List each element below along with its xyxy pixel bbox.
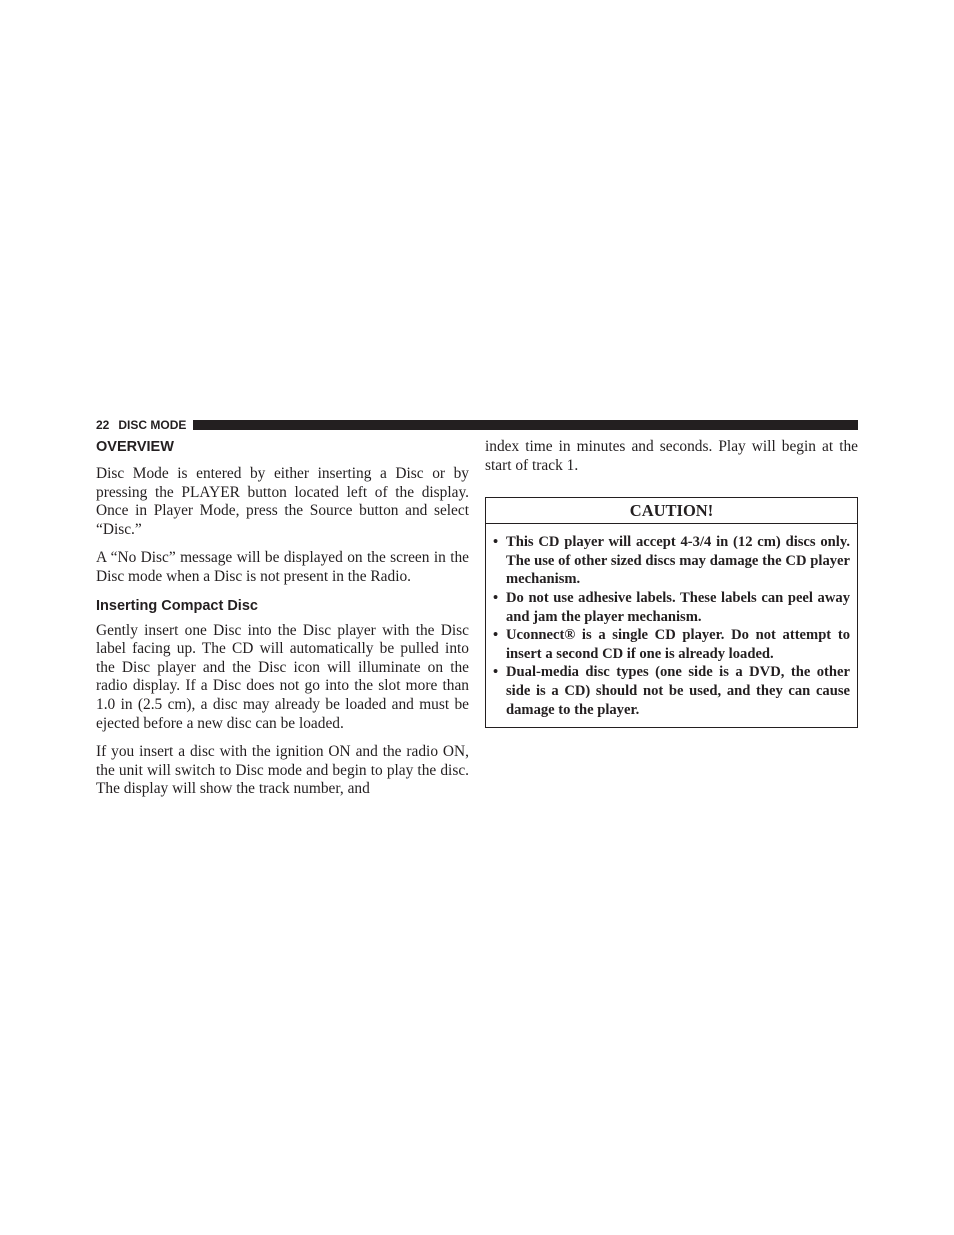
caution-item-text: This CD player will accept 4-3/4 in (12 cm) discs only. The use of other sized discs may damage the CD player mechanism. xyxy=(506,534,850,588)
caution-box xyxy=(485,497,858,728)
inserting-paragraph-2: If you insert a disc with the ignition ON and the radio ON, the unit will switch to Disc mode and begin to play the disc. The display will show the track number, and xyxy=(96,743,469,798)
page-number: 22 xyxy=(96,418,110,432)
continued-paragraph: index time in minutes and seconds. Play will begin at the start of track 1. xyxy=(485,438,858,474)
inserting-heading: Inserting Compact Disc xyxy=(96,597,258,614)
caution-item-text: Do not use adhesive labels. These labels can peel away and jam the player mechanism. xyxy=(506,589,850,625)
bullet-icon: • xyxy=(493,589,499,606)
caution-item xyxy=(493,663,850,719)
left-column xyxy=(96,438,469,809)
overview-heading: OVERVIEW xyxy=(96,439,174,455)
caution-item xyxy=(493,626,850,663)
section-title: DISC MODE xyxy=(118,418,187,432)
page-header xyxy=(96,418,858,432)
caution-item xyxy=(493,533,850,589)
caution-item-text: Dual-media disc types (one side is a DVD, the other side is a CD) should not be used, and they can cause damage to the player. xyxy=(506,664,850,718)
bullet-icon: • xyxy=(493,627,499,644)
right-column xyxy=(485,438,858,728)
caution-list xyxy=(486,524,857,727)
bullet-icon: • xyxy=(493,664,499,681)
inserting-paragraph-1: Gently insert one Disc into the Disc player with the Disc label facing up. The CD will automatically be pulled into the Disc player and the Disc icon will illuminate on the radio display. If a Disc does not go into the slot more than 1.0 in (2.5 cm), a disc may already be loaded and must be ejected before a new disc can be loaded. xyxy=(96,621,469,732)
overview-paragraph-2: A “No Disc” message will be displayed on the screen in the Disc mode when a Disc is not present in the Radio. xyxy=(96,549,469,585)
caution-title: CAUTION! xyxy=(486,498,857,524)
caution-item xyxy=(493,589,850,626)
bullet-icon: • xyxy=(493,534,499,551)
caution-item-text: Uconnect® is a single CD player. Do not attempt to insert a second CD if one is already loaded. xyxy=(506,627,850,662)
header-rule xyxy=(193,420,858,430)
overview-paragraph-1: Disc Mode is entered by either inserting a Disc or by pressing the PLAYER button located left of the display. Once in Player Mode, press the Source button and select “Disc.” xyxy=(96,465,469,538)
